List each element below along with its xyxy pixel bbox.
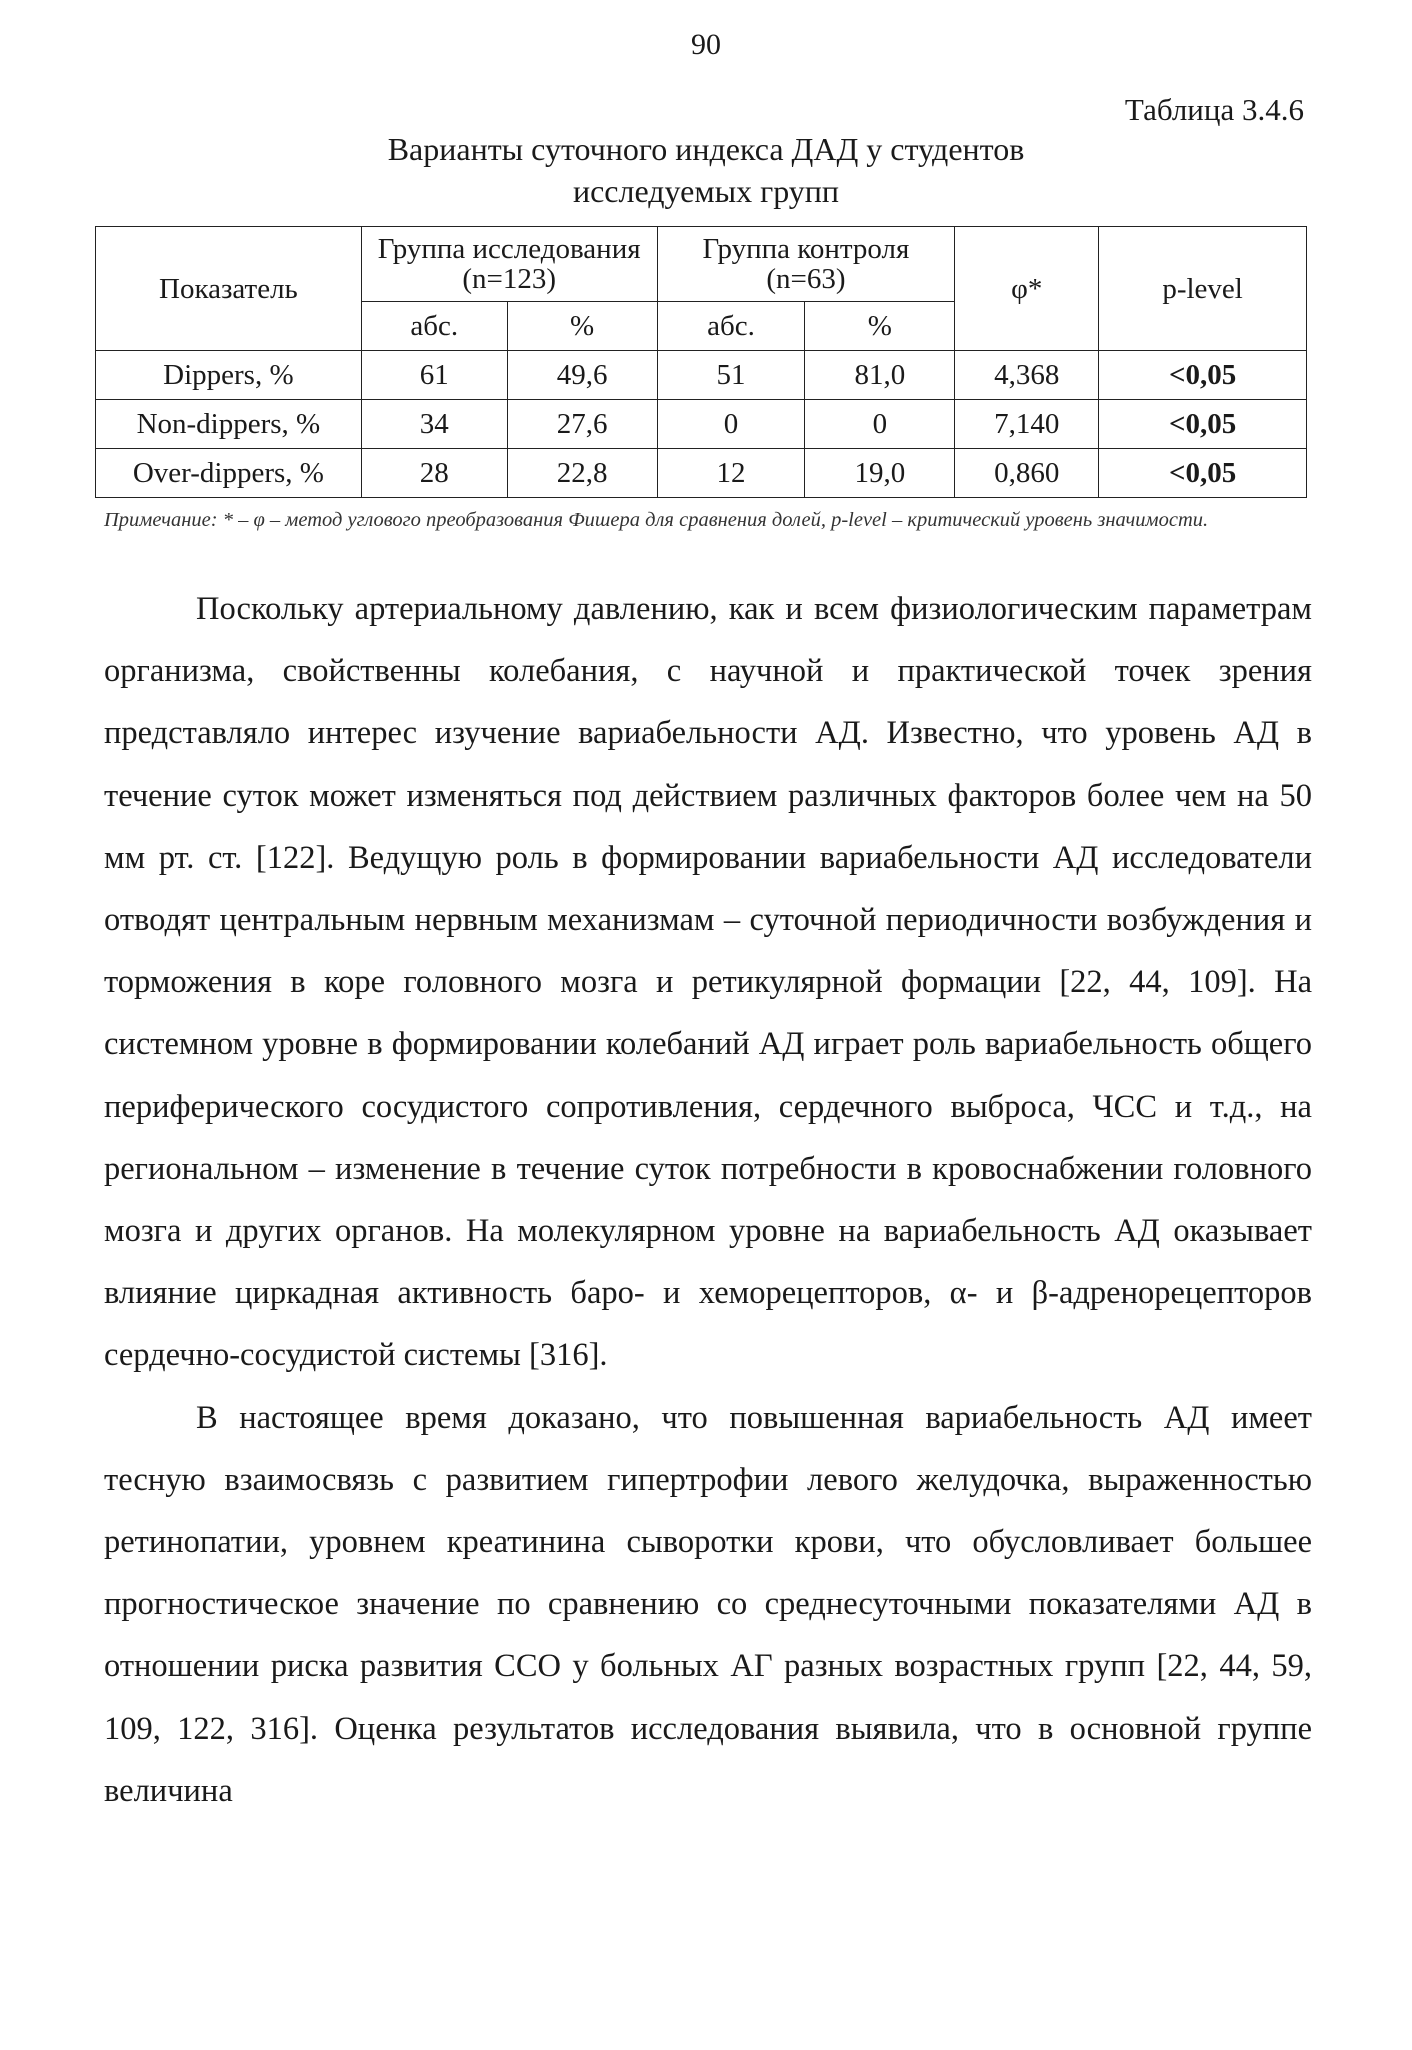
cell-study-percent: 27,6 [507,400,657,449]
paragraph: Поскольку артериальному давлению, как и всем физиологическим параметрам организма, свойственны колебания, с научной и практической точек зрения представляло интерес изучение вариабельности АД. Известно, что уровень АД в течение суток может изменяться под действием различных факторов более чем на 50 мм рт. ст. [122]. Ведущую роль в формировании вариабельности АД исследователи отводят центральным нервным механизмам – суточной периодичности возбуждения и торможения в коре головного мозга и ретикулярной формации [22, 44, 109]. На системном уровне в формировании колебаний АД играет роль вариабельность общего периферического сосудистого сопротивления, сердечного выброса, ЧСС и т.д., на региональном – изменение в течение суток потребности в кровоснабжении головного мозга и других органов. На молекулярном уровне на вариабельность АД оказывает влияние циркадная активность баро- и хеморецепторов, α- и β-адренорецепторов сердечно-сосудистой системы [316]. [104,591,1312,1374]
header-phi: φ* [955,227,1099,351]
table-title-line-2: исследуемых групп [572,173,840,209]
cell-p-level: <0,05 [1099,351,1307,400]
header-p-level: p-level [1099,227,1307,351]
header-control-group-n: (n=63) [766,263,846,295]
table-note: Примечание: * – φ – метод углового преобразования Фишера для сравнения долей, p-level – критический уровень значимости. [104,509,1209,531]
table-label: Таблица 3.4.6 [1124,92,1304,127]
cell-control-abs: 51 [657,351,805,400]
header-study-group [361,227,657,302]
header-study-abs: абс. [361,302,507,351]
table-title [0,128,1412,212]
cell-indicator: Non-dippers, % [96,400,362,449]
paragraph: В настоящее время доказано, что повышенная вариабельность АД имеет тесную взаимосвязь с развитием гипертрофии левого желудочка, выраженностью ретинопатии, уровнем креатинина сыворотки крови, что обусловливает большее прогностическое значение по сравнению со среднесуточными показателями АД в отношении риска развития ССО у больных АГ разных возрастных групп [22, 44, 59, 109, 122, 316]. Оценка результатов исследования выявила, что в основной группе величина [104,1399,1312,1809]
cell-control-percent: 19,0 [805,449,955,498]
header-indicator: Показатель [96,227,362,351]
header-study-group-name: Группа исследования [377,233,641,265]
cell-study-abs: 28 [361,449,507,498]
cell-control-percent: 81,0 [805,351,955,400]
header-control-percent: % [805,302,955,351]
cell-study-percent: 22,8 [507,449,657,498]
cell-study-abs: 61 [361,351,507,400]
cell-p-level: <0,05 [1099,400,1307,449]
cell-control-percent: 0 [805,400,955,449]
page-number: 90 [691,28,721,61]
cell-phi: 4,368 [955,351,1099,400]
cell-control-abs: 12 [657,449,805,498]
table-title-line-1: Варианты суточного индекса ДАД у студентов [387,131,1025,167]
body-text [104,578,1312,1822]
cell-p-level: <0,05 [1099,449,1307,498]
cell-study-percent: 49,6 [507,351,657,400]
table-row [96,400,1307,449]
cell-indicator: Dippers, % [96,351,362,400]
cell-phi: 7,140 [955,400,1099,449]
header-control-group [657,227,955,302]
table-row [96,449,1307,498]
header-study-group-n: (n=123) [462,263,557,295]
header-control-abs: абс. [657,302,805,351]
cell-indicator: Over-dippers, % [96,449,362,498]
results-table [95,226,1307,498]
cell-study-abs: 34 [361,400,507,449]
header-control-group-name: Группа контроля [702,233,910,265]
cell-phi: 0,860 [955,449,1099,498]
cell-control-abs: 0 [657,400,805,449]
table-row [96,351,1307,400]
header-study-percent: % [507,302,657,351]
